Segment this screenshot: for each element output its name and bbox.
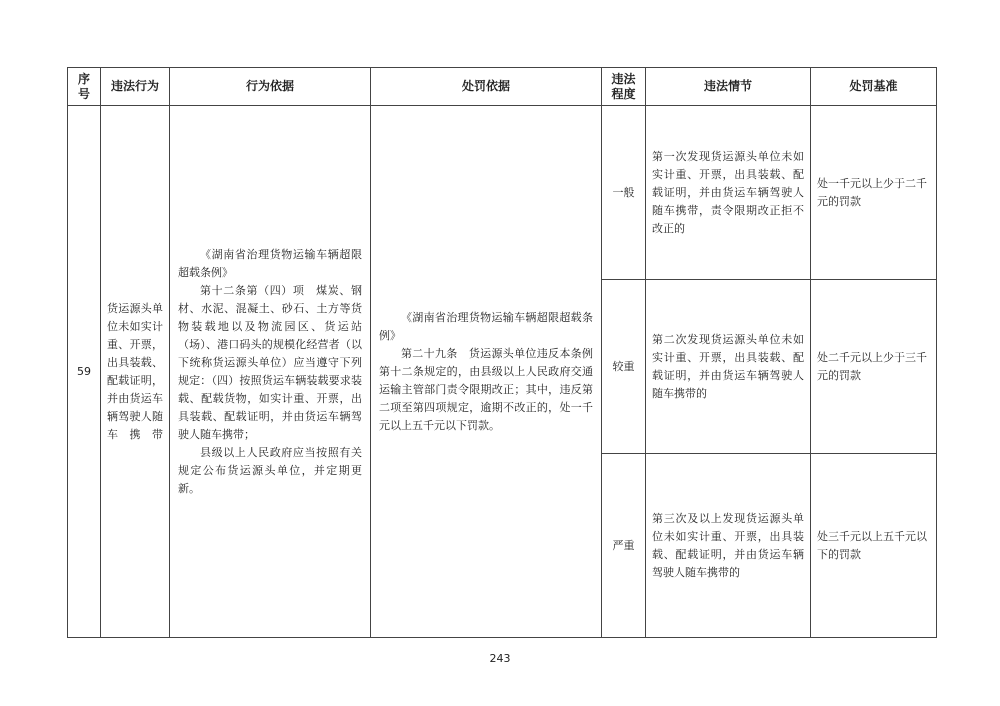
header-punish-basis: 处罚依据: [371, 68, 602, 106]
conduct-basis: [170, 106, 371, 638]
header-standard: 处罚基准: [811, 68, 937, 106]
degree-general: 一般: [602, 106, 646, 280]
violation-act: 货运源头单位未如实计重、开票，出具装载、配载证明，并由货运车辆驾驶人随车携带: [101, 106, 170, 638]
table-header-row: [68, 68, 937, 106]
detail-serious: 第二次发现货运源头单位未如实计重、开票，出具装载、配载证明，并由货运车辆驾驶人随车携带的: [646, 280, 811, 454]
row-number: 59: [68, 106, 101, 638]
punish-article-text: 第二十九条 货运源头单位违反本条例第十二条规定的，由县级以上人民政府交通运输主管部门责令限期改正；其中，违反第二项至第四项规定，逾期不改正的，处一千元以上五千元以下罚款。: [379, 346, 593, 432]
basis-publish-text: 县级以上人民政府应当按照有关规定公布货运源头单位，并定期更新。: [178, 445, 362, 495]
standard-severe: 处三千元以上五千元以下的罚款: [811, 454, 937, 638]
basis-article-text: 第十二条第（四）项 煤炭、钢材、水泥、混凝土、砂石、土方等货物装载地以及物流园区、货运站（场）、港口码头的规模化经营者（以下统称货运源头单位）应当遵守下列规定：（四）按照货运车辆装载要求装载、配载货物，如实计重、开票，出具装载、配载证明，并由货运车辆驾驶人随车携带；: [178, 283, 362, 441]
table-row: [68, 106, 937, 280]
header-basis: 行为依据: [170, 68, 371, 106]
header-number: 序号: [68, 68, 101, 106]
basis-regulation-title: 《湖南省治理货物运输车辆超限超载条例》: [178, 247, 362, 279]
header-degree: 违法程度: [602, 68, 646, 106]
penalty-standard-table: [67, 67, 937, 638]
penalty-standard-sheet: [67, 67, 936, 637]
header-act: 违法行为: [101, 68, 170, 106]
degree-serious: 较重: [602, 280, 646, 454]
standard-general: 处一千元以上少于二千元的罚款: [811, 106, 937, 280]
detail-general: 第一次发现货运源头单位未如实计重、开票，出具装载、配载证明，并由货运车辆驾驶人随车携带，责令限期改正拒不改正的: [646, 106, 811, 280]
standard-serious: 处二千元以上少于三千元的罚款: [811, 280, 937, 454]
punish-regulation-title: 《湖南省治理货物运输车辆超限超载条例》: [379, 310, 593, 342]
page-number: 243: [489, 652, 511, 665]
detail-severe: 第三次及以上发现货运源头单位未如实计重、开票，出具装载、配载证明，并由货运车辆驾驶人随车携带的: [646, 454, 811, 638]
header-detail: 违法情节: [646, 68, 811, 106]
degree-severe: 严重: [602, 454, 646, 638]
punishment-basis: [371, 106, 602, 638]
